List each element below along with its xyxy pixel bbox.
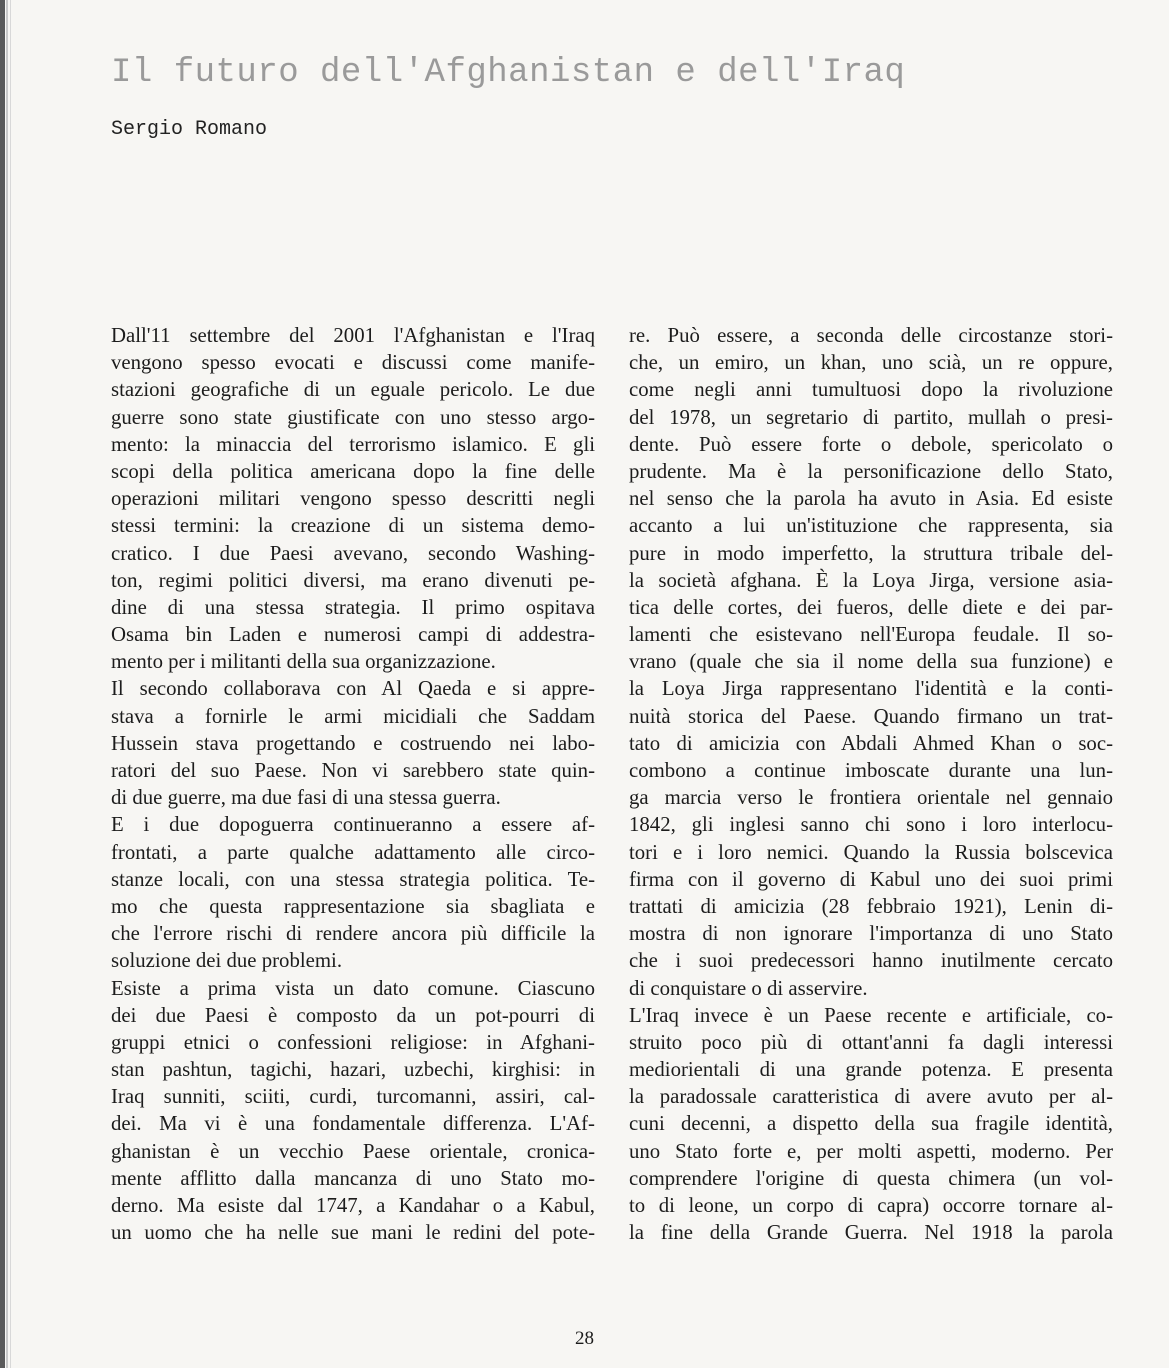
- text-line: soluzione dei due problemi.: [111, 949, 343, 973]
- text-line: stava a fornirle le armi micidiali che Saddam: [111, 704, 595, 728]
- text-line: ga marcia verso le frontiera orientale nel gennaio: [629, 786, 1113, 810]
- text-line: Esiste a prima vista un dato comune. Ciascuno: [111, 976, 595, 1000]
- text-line: stan pashtun, tagichi, hazari, uzbechi, kirghisi: in: [111, 1058, 595, 1082]
- article-title: Il futuro dell'Afghanistan e dell'Iraq: [111, 54, 906, 92]
- text-line: stazioni geografiche di un eguale pericolo. Le due: [111, 378, 595, 402]
- text-line: la Loya Jirga rappresentano l'identità e la conti-: [629, 677, 1113, 701]
- text-line: E i due dopoguerra continueranno a essere af-: [111, 813, 595, 837]
- text-line: che, un emiro, un khan, uno scià, un re oppure,: [629, 351, 1113, 375]
- text-line: L'Iraq invece è un Paese recente e artificiale, co-: [629, 1003, 1113, 1027]
- text-line: Il secondo collaborava con Al Qaeda e si appre-: [111, 677, 595, 701]
- text-line: mediorientali di una grande potenza. E presenta: [629, 1058, 1113, 1082]
- text-line: mostra di non ignorare l'importanza di uno Stato: [629, 922, 1113, 946]
- text-line: mo che questa rappresentazione sia sbagliata e: [111, 894, 595, 918]
- text-line: la paradossale caratteristica di avere avuto per al-: [629, 1085, 1113, 1109]
- text-line: comprendere l'origine di questa chimera (un vol-: [629, 1166, 1113, 1190]
- text-line: la fine della Grande Guerra. Nel 1918 la parola: [629, 1221, 1113, 1245]
- text-line: to di leone, un corpo di capra) occorre tornare al-: [629, 1194, 1113, 1217]
- page-number: 28: [575, 1328, 594, 1349]
- text-line: combono a continue imboscate durante una lun-: [629, 759, 1113, 782]
- text-line: guerre sono state giustificate con uno stesso argo-: [111, 405, 595, 429]
- text-line: lamenti che esistevano nell'Europa feudale. Il so-: [629, 623, 1113, 647]
- left-column: [111, 322, 595, 1246]
- text-line: dei. Ma vi è una fondamentale differenza. L'Af-: [111, 1112, 595, 1136]
- text-line: di due guerre, ma due fasi di una stessa guerra.: [111, 786, 501, 810]
- text-line: che i suoi predecessori hanno inutilmente cercato: [629, 949, 1113, 973]
- text-line: stessi termini: la creazione di un sistema demo-: [111, 514, 595, 538]
- text-line: accanto a lui un'istituzione che rappresenta, sia: [629, 514, 1113, 538]
- text-line: Hussein stava progettando e costruendo nei labo-: [111, 731, 595, 755]
- page-binding-shadow: [0, 0, 5, 1368]
- right-column: [629, 322, 1113, 1246]
- text-line: cuni decenni, a dispetto della sua fragile identità,: [629, 1112, 1113, 1136]
- text-line: struito poco più di ottant'anni fa dagli interessi: [629, 1030, 1113, 1054]
- text-line: tori e i loro nemici. Quando la Russia bolscevica: [629, 840, 1113, 864]
- text-line: del 1978, un segretario di partito, mullah o presi-: [629, 405, 1113, 429]
- text-line: prudente. Ma è la personificazione dello Stato,: [629, 459, 1113, 483]
- text-line: Dall'11 settembre del 2001 l'Afghanistan e l'Iraq: [111, 324, 595, 347]
- text-line: ghanistan è un vecchio Paese orientale, cronica-: [111, 1139, 595, 1163]
- text-line: cratico. I due Paesi avevano, secondo Washing-: [111, 541, 595, 565]
- text-line: mento: la minaccia del terrorismo islamico. E gli: [111, 432, 595, 456]
- text-line: che l'errore rischi di rendere ancora più difficile la: [111, 922, 595, 946]
- text-line: vrano (quale che sia il nome della sua funzione) e: [629, 650, 1113, 674]
- text-line: ratori del suo Paese. Non vi sarebbero state quin-: [111, 759, 595, 782]
- text-line: gruppi etnici o confessioni religiose: in Afghani-: [111, 1030, 595, 1054]
- text-line: dei due Paesi è composto da un pot-pourri di: [111, 1003, 595, 1027]
- text-line: come negli anni tumultuosi dopo la rivoluzione: [629, 378, 1113, 402]
- page-binding-edge: [6, 0, 8, 1368]
- text-line: di conquistare o di asservire.: [629, 976, 868, 1000]
- text-line: dente. Può essere forte o debole, spericolato o: [629, 432, 1113, 456]
- text-line: mente afflitto dalla mancanza di uno Stato mo-: [111, 1166, 595, 1190]
- text-line: tato di amicizia con Abdali Ahmed Khan o soc-: [629, 731, 1113, 755]
- page-binding-line: [10, 0, 11, 1368]
- text-line: firma con il governo di Kabul uno dei suoi primi: [629, 867, 1113, 891]
- text-line: trattati di amicizia (28 febbraio 1921), Lenin di-: [629, 894, 1113, 918]
- text-line: scopi della politica americana dopo la fine delle: [111, 459, 595, 483]
- text-line: ton, regimi politici diversi, ma erano divenuti pe-: [111, 568, 595, 592]
- text-line: un uomo che ha nelle sue mani le redini del pote-: [111, 1221, 595, 1245]
- text-line: la società afghana. È la Loya Jirga, versione asia-: [629, 568, 1113, 592]
- text-line: mento per i militanti della sua organizzazione.: [111, 650, 496, 674]
- text-line: 1842, gli inglesi sanno chi sono i loro interlocu-: [629, 813, 1113, 837]
- text-line: Osama bin Laden e numerosi campi di addestra-: [111, 623, 595, 647]
- text-line: operazioni militari vengono spesso descritti negli: [111, 487, 595, 511]
- text-line: re. Può essere, a seconda delle circostanze stori-: [629, 324, 1113, 347]
- text-line: pure in modo imperfetto, la struttura tribale del-: [629, 541, 1113, 565]
- text-line: vengono spesso evocati e discussi come manife-: [111, 351, 595, 375]
- text-line: tica delle cortes, dei fueros, delle diete e dei par-: [629, 595, 1113, 619]
- text-line: stanze locali, con una stessa strategia politica. Te-: [111, 867, 595, 891]
- text-line: uno Stato forte e, per molti aspetti, moderno. Per: [629, 1139, 1113, 1163]
- text-line: frontati, a parte qualche adattamento alle circo-: [111, 840, 595, 864]
- text-line: nel senso che la parola ha avuto in Asia. Ed esiste: [629, 487, 1113, 511]
- text-line: Iraq sunniti, sciiti, curdi, turcomanni, assiri, cal-: [111, 1085, 595, 1109]
- text-line: nuità storica del Paese. Quando firmano un trat-: [629, 704, 1113, 728]
- article-author: Sergio Romano: [111, 118, 268, 141]
- text-line: derno. Ma esiste dal 1747, a Kandahar o a Kabul,: [111, 1194, 595, 1217]
- text-line: dine di una stessa strategia. Il primo ospitava: [111, 595, 595, 619]
